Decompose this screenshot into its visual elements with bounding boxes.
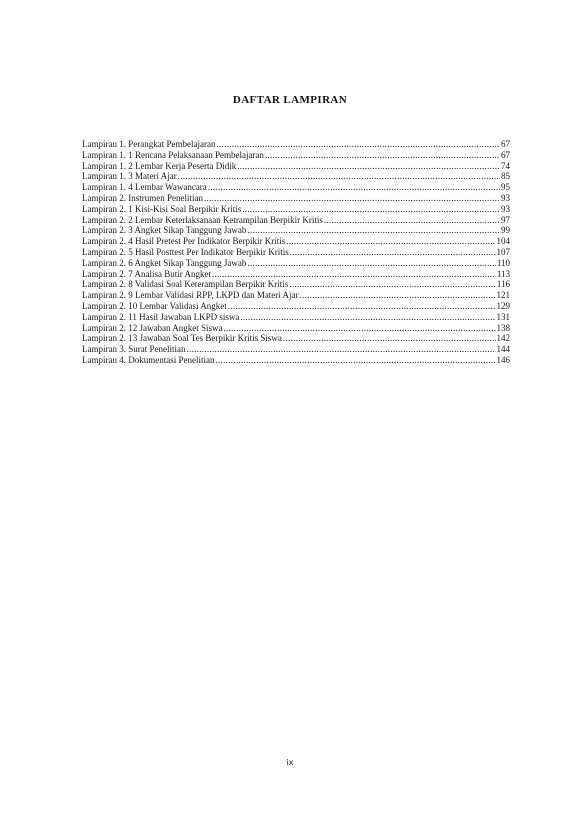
toc-entry[interactable] [82, 333, 510, 344]
toc-entry-page: 146 [496, 354, 510, 365]
toc-entry-page: 107 [496, 246, 510, 257]
toc-entry[interactable] [82, 161, 510, 172]
dot-leader [283, 333, 496, 344]
dot-leader [223, 323, 495, 334]
toc-entry-page: 121 [496, 290, 510, 301]
toc-entry-page: 104 [496, 236, 510, 247]
toc-entry[interactable] [82, 150, 510, 161]
dot-leader [212, 269, 496, 280]
toc-entry-label: Lampiran 3. Surat Penelitian [82, 344, 186, 355]
toc-entry-page: 95 [501, 182, 510, 193]
toc-entry-label: Lampiran 4. Dokumentasi Penelitian [82, 354, 215, 365]
toc-entry-page: 85 [501, 171, 510, 182]
toc-entry-label: Lampiran 2. 5 Hasil Posttest Per Indikator Berpikir Kritis [82, 246, 289, 257]
toc-entry[interactable] [82, 204, 510, 215]
dot-leader [247, 258, 495, 269]
table-of-appendices [82, 139, 510, 366]
toc-entry[interactable] [82, 225, 510, 236]
toc-entry-label: Lampiran 1. 2 Lembar Kerja Peserta Didik [82, 160, 237, 171]
dot-leader [208, 182, 500, 193]
toc-entry[interactable] [82, 247, 510, 258]
dot-leader [324, 215, 500, 226]
toc-entry-label: Lampiran 2. 11 Hasil Jawaban LKPD siswa [82, 311, 240, 322]
toc-entry-label: Lampiran 2. 1 Kisi-Kisi Soal Berpikir Kritis [82, 203, 242, 214]
toc-entry-page: 113 [496, 268, 510, 279]
toc-entry-page: 129 [496, 300, 510, 311]
toc-entry[interactable] [82, 139, 510, 150]
toc-entry-page: 67 [501, 149, 510, 160]
toc-entry-page: 138 [496, 322, 510, 333]
toc-entry-label: Lampiran 2. 6 Angket Sikap Tanggung Jawab [82, 257, 247, 268]
toc-entry-page: 67 [501, 139, 510, 149]
dot-leader [186, 344, 495, 355]
toc-entry-label: Lampiran 2. 3 Angket Sikap Tanggung Jawab [82, 225, 247, 236]
toc-entry-label: Lampiran 2. 2 Lembar Keterlaksanaan Ketrampilan Berpikir Kritis [82, 214, 323, 225]
dot-leader [178, 171, 500, 182]
toc-entry[interactable] [82, 301, 510, 312]
dot-leader [300, 290, 496, 301]
dot-leader [228, 301, 496, 312]
toc-entry-page: 131 [496, 311, 510, 322]
dot-leader [289, 279, 496, 290]
toc-entry-label: Lampiran 2. 12 Jawaban Angket Siswa [82, 322, 223, 333]
dot-leader [237, 161, 500, 172]
toc-entry[interactable] [82, 323, 510, 334]
toc-entry-label: Lampiran 2. 4 Hasil Pretest Per Indikator Berpikir Kritis [82, 236, 286, 247]
toc-entry[interactable] [82, 193, 510, 204]
toc-entry[interactable] [82, 182, 510, 193]
toc-entry-label: Lampiran 1. 4 Lembar Wawancara [82, 182, 207, 193]
page-number: ix [286, 758, 294, 767]
toc-entry-page: 116 [496, 279, 510, 290]
toc-entry[interactable] [82, 279, 510, 290]
dot-leader [240, 312, 495, 323]
toc-entry-page: 110 [496, 257, 510, 268]
toc-entry[interactable] [82, 344, 510, 355]
toc-entry-page: 142 [496, 333, 510, 344]
toc-entry-page: 93 [501, 192, 510, 203]
toc-entry-page: 99 [501, 225, 510, 236]
toc-entry-label: Lampiran 1. 1 Rencana Pelaksanaan Pembelajaran [82, 149, 264, 160]
toc-entry-page: 97 [501, 214, 510, 225]
toc-entry-label: Lampiran 1. 3 Materi Ajar [82, 171, 177, 182]
dot-leader [215, 355, 495, 366]
dot-leader [265, 150, 500, 161]
toc-entry[interactable] [82, 258, 510, 269]
toc-entry-label: Lampiran 2. 7 Analisa Butir Angket [82, 268, 211, 279]
toc-entry-label: Lampiran 2. 8 Validasi Soal Keterampilan Berpikir Kritis [82, 279, 289, 290]
toc-entry-label: Lampiran 2. 10 Lembar Validasi Angket [82, 300, 227, 311]
toc-entry-page: 144 [496, 344, 510, 355]
toc-entry[interactable] [82, 312, 510, 323]
toc-entry[interactable] [82, 215, 510, 226]
toc-entry[interactable] [82, 171, 510, 182]
toc-entry-label: Lampiran 2. 9 Lembar Validasi RPP, LKPD dan Materi Ajar [82, 290, 299, 301]
toc-entry-label: Lampiran 1. Perangkat Pembelajaran [82, 139, 216, 149]
toc-entry-label: Lampiran 2. Instrumen Penelitian [82, 192, 203, 203]
toc-entry[interactable] [82, 290, 510, 301]
toc-entry-page: 93 [501, 203, 510, 214]
toc-entry[interactable] [82, 355, 510, 366]
dot-leader [204, 193, 500, 204]
dot-leader [216, 139, 500, 150]
toc-entry[interactable] [82, 236, 510, 247]
dot-leader [242, 204, 500, 215]
toc-entry-label: Lampiran 2. 13 Jawaban Soal Tes Berpikir Kritis Siswa [82, 333, 282, 344]
page-title: DAFTAR LAMPIRAN [232, 94, 348, 106]
dot-leader [247, 225, 500, 236]
toc-entry-page: 74 [501, 160, 510, 171]
toc-entry[interactable] [82, 269, 510, 280]
dot-leader [286, 236, 495, 247]
dot-leader [290, 247, 496, 258]
